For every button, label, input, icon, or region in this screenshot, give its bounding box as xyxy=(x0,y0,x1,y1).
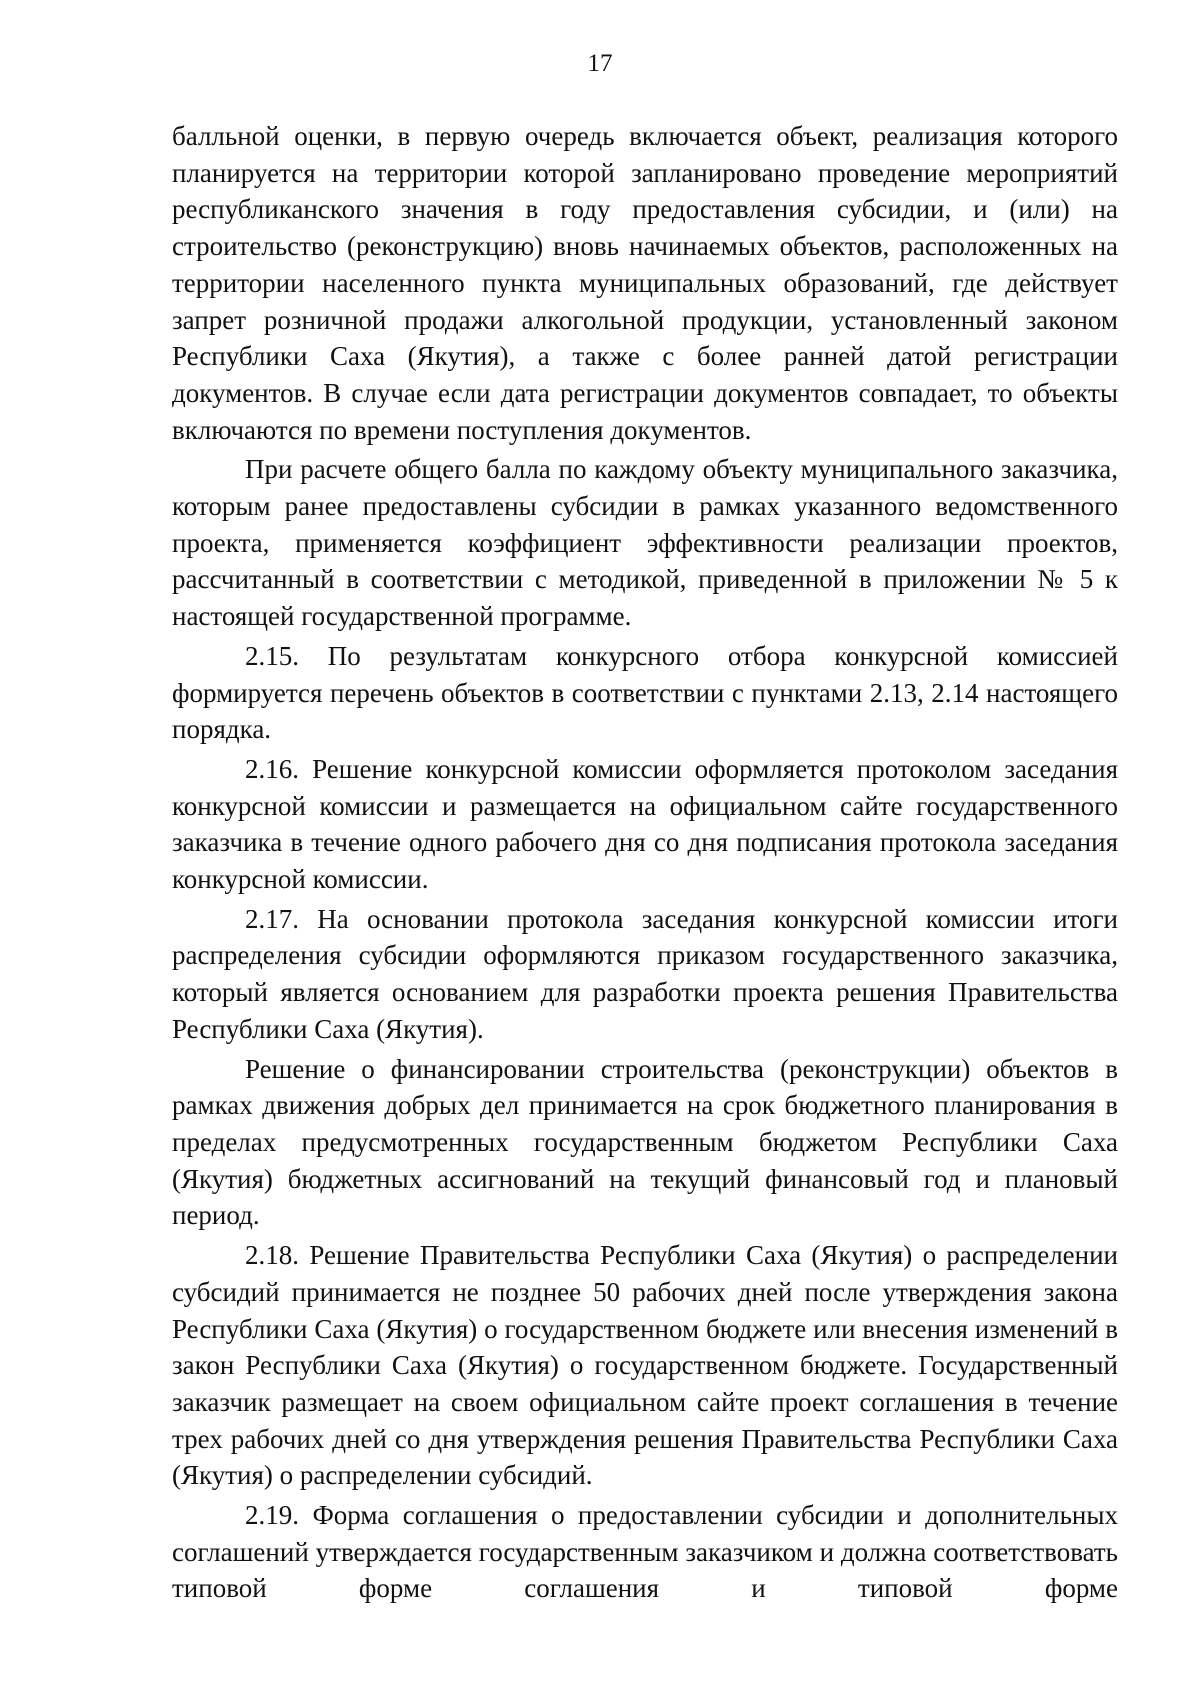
paragraph-efficiency-coefficient: При расчете общего балла по каждому объекту муниципального заказчика, которым ранее предоставлены субсидии в рамках указанного ведомственного проекта, применяется коэффициент эффективности реализации проектов, рассчитанный в соответствии с методикой, приведенной в приложении № 5 к настоящей государственной программе. xyxy=(172,454,1118,632)
paragraph-2-18: 2.18. Решение Правительства Республики Саха (Якутия) о распределении субсидий принимается не позднее 50 рабочих дней после утверждения закона Республики Саха (Якутия) о государственном бюджете или внесения изменений в закон Республики Саха (Якутия) о государственном бюджете. Государственный заказчик размещает на своем официальном сайте проект соглашения в течение трех рабочих дней со дня утверждения решения Правительства Республики Саха (Якутия) о распределении субсидий. xyxy=(172,1240,1118,1491)
paragraph-2-17: 2.17. На основании протокола заседания конкурсной комиссии итоги распределения субсидии оформляются приказом государственного заказчика, который является основанием для разработки проекта решения Правительства Республики Саха (Якутия). xyxy=(172,903,1118,1044)
paragraph-2-15: 2.15. По результатам конкурсного отбора конкурсной комиссией формируется перечень объектов в соответствии с пунктами 2.13, 2.14 настоящего порядка. xyxy=(172,640,1118,745)
paragraph-2-19: 2.19. Форма соглашения о предоставлении субсидии и дополнительных соглашений утверждается государственным заказчиком и должна соответствовать типовой форме соглашения и типовой форме xyxy=(172,1500,1118,1604)
paragraph-financing-decision: Решение о финансировании строительства (реконструкции) объектов в рамках движения добрых дел принимается на срок бюджетного планирования в пределах предусмотренных государственным бюджетом Республики Саха (Якутия) бюджетных ассигнований на текущий финансовый год и плановый период. xyxy=(172,1053,1118,1231)
paragraph-2-16: 2.16. Решение конкурсной комиссии оформляется протоколом заседания конкурсной комиссии и размещается на официальном сайте государственного заказчика в течение одного рабочего дня со дня подписания протокола заседания конкурсной комиссии. xyxy=(172,753,1118,895)
paragraph-ranking-continuation: балльной оценки, в первую очередь включается объект, реализация которого планируется на территории которой запланировано проведение мероприятий республиканского значения в году предоставления субсидии, и (или) на строительство (реконструкцию) вновь начинаемых объектов, расположенных на территории населенного пункта муниципальных образований, где действует запрет розничной продажи алкогольной продукции, установленный законом Республики Саха (Якутия), а также с более ранней датой регистрации документов. В случае если дата регистрации документов совпадает, то объекты включаются по времени поступления документов. xyxy=(172,121,1118,445)
page-body xyxy=(172,118,1118,1610)
page-number: 17 xyxy=(587,50,613,77)
